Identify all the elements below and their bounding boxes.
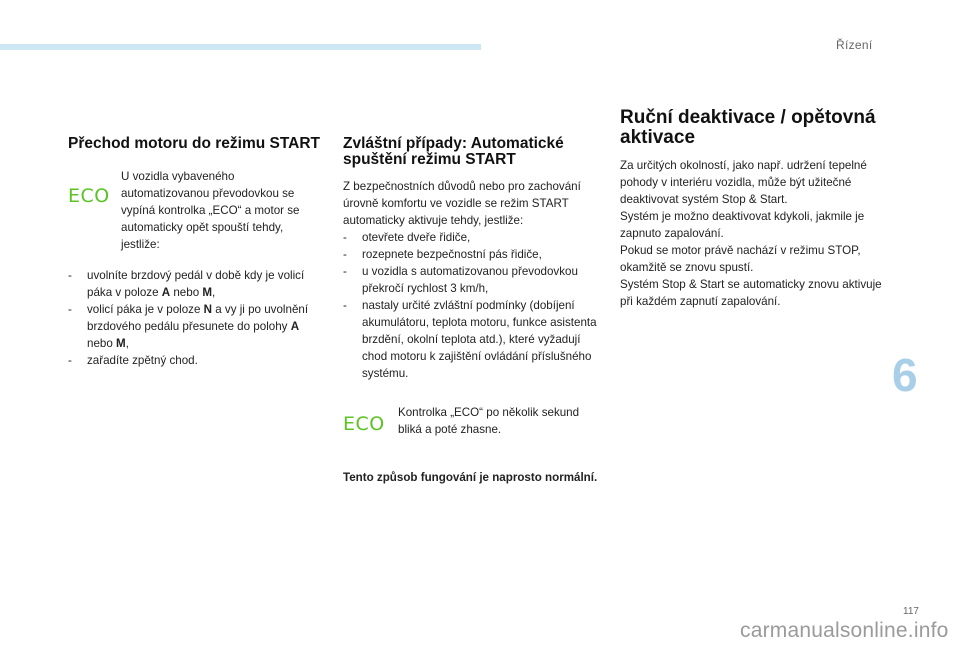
start-conditions-list (68, 267, 324, 369)
chapter-number: 6 (892, 349, 918, 401)
list-item: - nastaly určité zvláštní podmínky (dobíjení akumulátoru, teplota motoru, funkce asistenta brzdění, okolní teplota atd.), které vyžadují chod motoru k zajištění ovládání příslušného systému. (343, 297, 601, 382)
eco-icon: ECO (68, 185, 110, 207)
special-cases-list (343, 229, 601, 382)
list-item: - rozepnete bezpečnostní pás řidiče, (343, 246, 601, 263)
eco-info-block (68, 168, 324, 253)
list-item: - zařadíte zpětný chod. (68, 352, 324, 369)
heading-manual-deactivation: Ruční deaktivace / opětovná aktivace (620, 107, 876, 148)
eco-info-text: U vozidla vybaveného automatizovanou převodovkou se vypíná kontrolka „ECO“ a motor se automaticky opět spouští tehdy, jestliže: (121, 170, 300, 251)
paragraph: Za určitých okolností, jako např. udržení tepelné pohody v interiéru vozidla, může být užitečné deaktivovat systém Stop & Start. (620, 159, 867, 206)
list-item: - otevřete dveře řidiče, (343, 229, 601, 246)
column-special-cases (343, 136, 601, 486)
header-accent-bar (0, 44, 481, 50)
heading-start-mode: Přechod motoru do režimu START (68, 135, 321, 152)
eco-icon: ECO (343, 413, 385, 435)
paragraph: Systém je možno deaktivovat kdykoli, jakmile je zapnuto zapalování. (620, 210, 865, 240)
page-number: 117 (903, 606, 919, 617)
heading-special-cases: Zvláštní případy: Automatické spuštění režimu START (343, 135, 564, 168)
manual-deactivation-text (620, 157, 882, 310)
eco-info-text: Kontrolka „ECO“ po několik sekund bliká a poté zhasne. (398, 406, 580, 436)
list-item: - uvolníte brzdový pedál v době kdy je volicí páka v poloze A nebo M, (68, 267, 324, 301)
column-manual-deactivation (620, 108, 882, 310)
list-item: - volicí páka je v poloze N a vy ji po uvolnění brzdového pedálu přesunete do polohy A nebo M, (68, 301, 324, 352)
paragraph: Systém Stop & Start se automaticky znovu aktivuje při každém zapnutí zapalování. (620, 278, 882, 308)
column-start-mode (68, 136, 324, 369)
special-cases-intro: Z bezpečnostních důvodů nebo pro zachování úrovně komfortu ve vozidle se režim START automaticky aktivuje tehdy, jestliže: (343, 180, 581, 227)
list-item: - u vozidla s automatizovanou převodovkou překročí rychlost 3 km/h, (343, 263, 601, 297)
paragraph: Pokud se motor právě nachází v režimu STOP, okamžitě se znovu spustí. (620, 244, 861, 274)
eco-info-block (343, 404, 601, 438)
watermark: carmanualsonline.info (740, 619, 949, 642)
section-title: Řízení (836, 38, 873, 52)
normal-operation-note: Tento způsob fungování je naprosto normální. (343, 471, 598, 484)
